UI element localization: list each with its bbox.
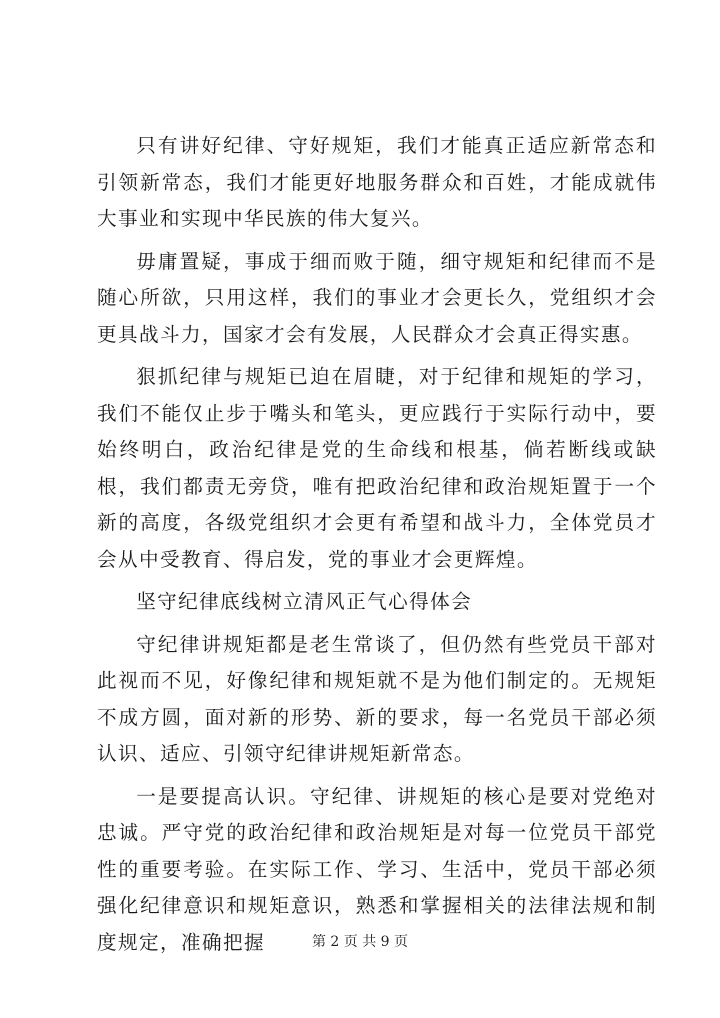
document-body (97, 128, 657, 967)
body-paragraph: 毋庸置疑，事成于细而败于随，细守规矩和纪律而不是随心所欲，只用这样，我们的事业才会更长久，党组织才会更具战斗力，国家才会有发展，人民群众才会真正得实惠。 (97, 249, 657, 346)
page-footer: 第 2 页 共 9 页 (311, 934, 409, 950)
section-title: 坚守纪律底线树立清风正气心得体会 (136, 590, 473, 613)
body-paragraph: 守纪律讲规矩都是老生常谈了，但仍然有些党员干部对此视而不见，好像纪律和规矩就不是为他们制定的。无规矩不成方圆，面对新的形势、新的要求，每一名党员干部必须认识、适应、引领守纪律讲规矩新常态。 (97, 632, 657, 765)
body-paragraph: 狠抓纪律与规矩已迫在眉睫，对于纪律和规矩的学习，我们不能仅止步于嘴头和笔头，更应践行于实际行动中，要始终明白，政治纪律是党的生命线和根基，倘若断线或缺根，我们都责无旁贷，唯有把政治纪律和政治规矩置于一个新的高度，各级党组织才会更有希望和战斗力，全体党员才会从中受教育、得启发，党的事业才会更辉煌。 (97, 365, 657, 571)
body-paragraph: 一是要提高认识。守纪律、讲规矩的核心是要对党绝对忠诚。严守党的政治纪律和政治规矩是对每一位党员干部党性的重要考验。在实际工作、学习、生活中，党员干部必须强化纪律意识和规矩意识，熟悉和掌握相关的法律法规和制度规定，准确把握 (97, 784, 657, 954)
body-paragraph: 只有讲好纪律、守好规矩，我们才能真正适应新常态和引领新常态，我们才能更好地服务群众和百姓，才能成就伟大事业和实现中华民族的伟大复兴。 (97, 134, 657, 230)
